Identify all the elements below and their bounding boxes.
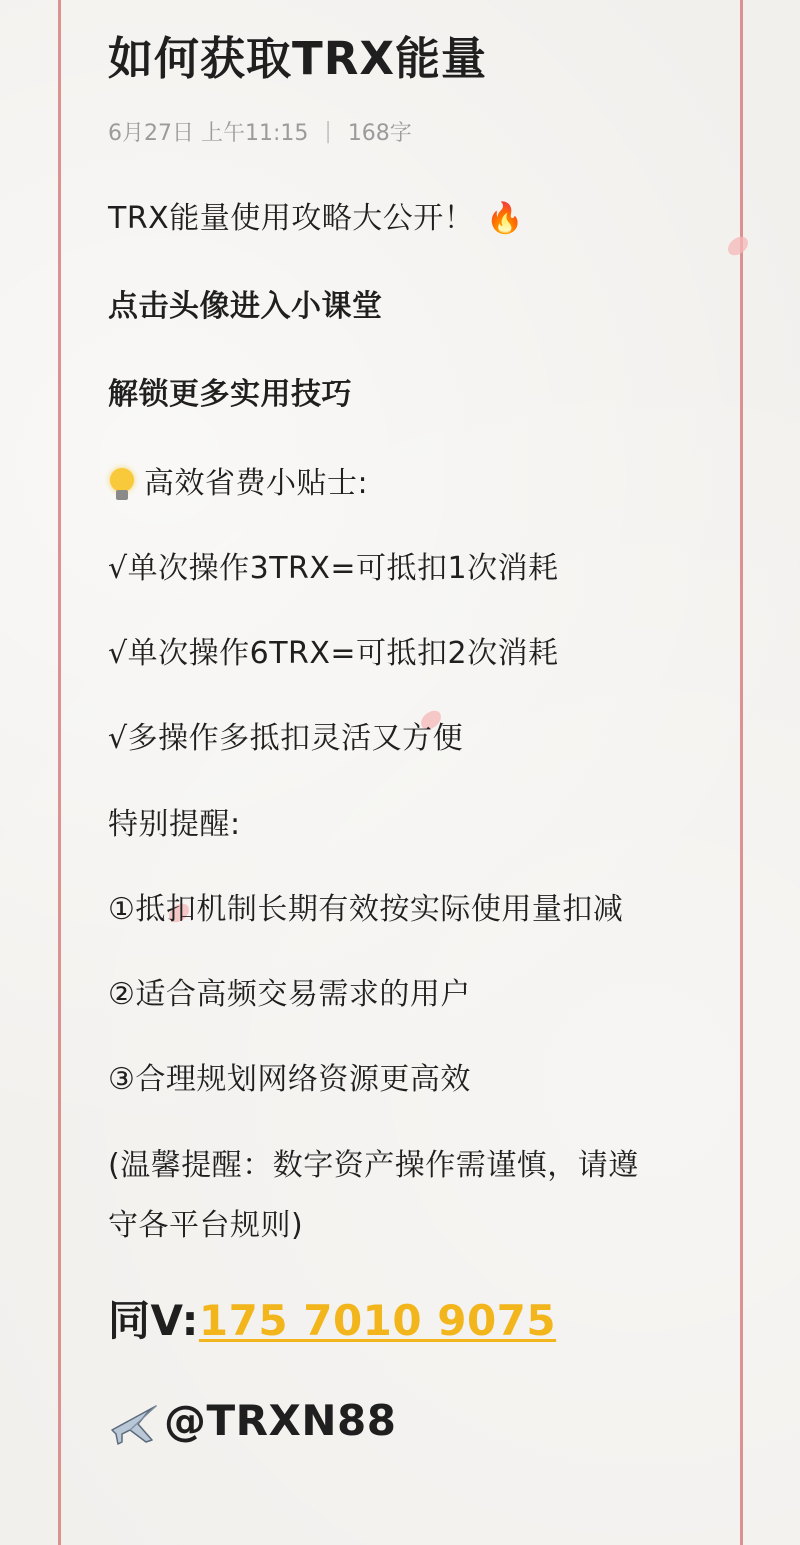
intro-line [108, 200, 524, 238]
cta-line-1: 点击头像进入小课堂 [108, 289, 383, 324]
meta-separator: | [324, 119, 332, 144]
cta-line-2: 解锁更多实用技巧 [108, 377, 352, 412]
left-margin-line [58, 0, 61, 1545]
notice-item: ③合理规划网络资源更高效 [108, 1062, 471, 1097]
tip-item: √单次操作6TRX=可抵扣2次消耗 [108, 636, 559, 671]
reminder-line-1: (温馨提醒：数字资产操作需谨慎，请遵 [108, 1148, 639, 1183]
notice-item: ①抵扣机制长期有效按实际使用量扣减 [108, 892, 624, 927]
note-title: 如何获取TRX能量 [108, 32, 488, 85]
tip-item: √单次操作3TRX=可抵扣1次消耗 [108, 551, 559, 586]
notice-item: ②适合高频交易需求的用户 [108, 977, 471, 1012]
right-margin-line [740, 0, 743, 1545]
tip-item: √多操作多抵扣灵活又方便 [108, 721, 464, 756]
airplane-icon [108, 1400, 160, 1448]
intro-text: TRX能量使用攻略大公开！ [108, 201, 475, 236]
tips-title: 高效省费小贴士: [144, 466, 369, 501]
contact-v-number[interactable]: 175 7010 9075 [198, 1296, 557, 1345]
note-date: 6月27日 上午11:15 [108, 121, 309, 146]
tips-title-line [108, 465, 368, 503]
contact-v-line [108, 1296, 556, 1346]
word-count: 168字 [347, 121, 412, 146]
reminder-line-2: 守各平台规则) [108, 1208, 304, 1243]
telegram-handle[interactable]: @TRXN88 [164, 1396, 397, 1445]
note-meta [108, 116, 412, 147]
contact-v-label: 同V: [108, 1296, 199, 1345]
telegram-line [108, 1396, 396, 1448]
light-bulb-icon [108, 468, 136, 502]
fire-icon: 🔥 [486, 201, 525, 236]
notice-title: 特别提醒: [108, 807, 241, 842]
